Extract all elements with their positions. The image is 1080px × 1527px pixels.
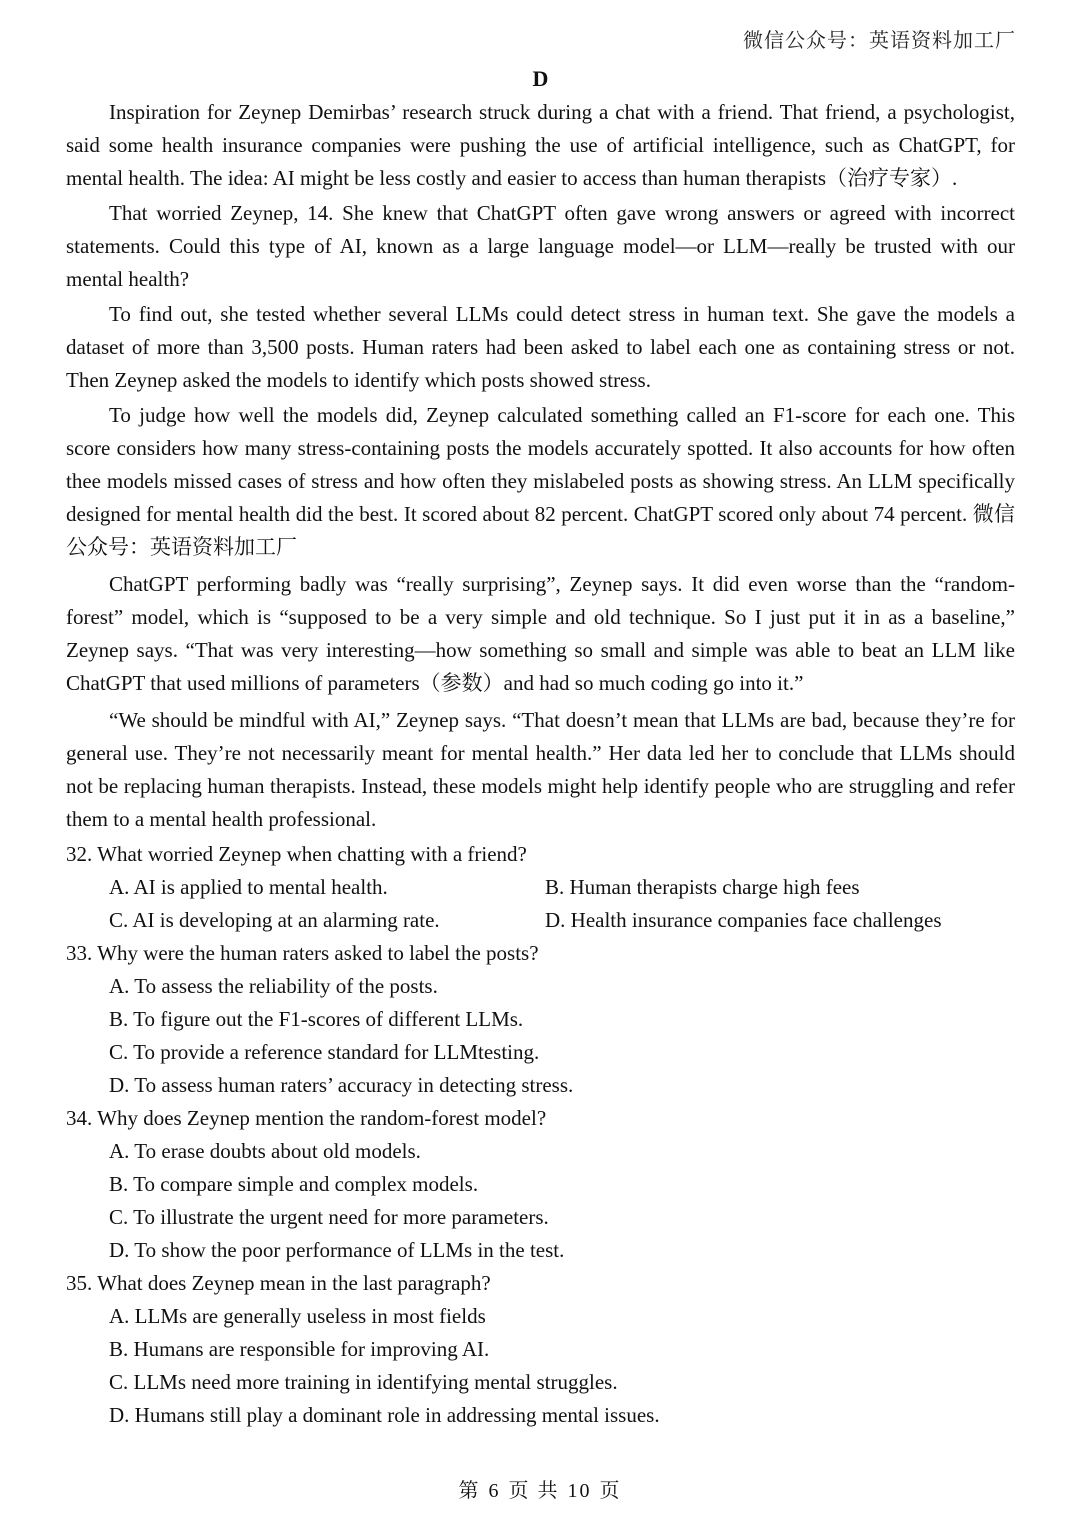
option-b: B. To compare simple and complex models. bbox=[109, 1172, 479, 1196]
option-c: C. To illustrate the urgent need for more parameters. bbox=[109, 1205, 549, 1229]
page-number: 6 bbox=[488, 1480, 501, 1502]
question-34 bbox=[66, 1102, 1015, 1267]
passage-paragraph-5: ChatGPT performing badly was “really surprising”, Zeynep says. It did even worse than the “random-forest” model, which is “supposed to be a very simple and old technique. So I just put it in as a baseline,” Zeynep says. “That was very interesting—how something so small and simple was able to beat an LLM like ChatGPT that used millions of parameters（参数）and had so much coding go into it.” bbox=[66, 572, 1015, 695]
header-watermark: 微信公众号：英语资料加工厂 bbox=[743, 28, 1016, 52]
page-footer bbox=[0, 1474, 1080, 1503]
option-c: C. To provide a reference standard for LLMtesting. bbox=[109, 1040, 540, 1064]
section-title: D bbox=[532, 66, 549, 91]
page-total: 10 bbox=[567, 1480, 592, 1502]
option-a: A. To assess the reliability of the posts. bbox=[109, 974, 438, 998]
question-stem: 32. What worried Zeynep when chatting with a friend? bbox=[66, 842, 527, 866]
option-d: D. Humans still play a dominant role in addressing mental issues. bbox=[109, 1403, 660, 1427]
option-d: D. To show the poor performance of LLMs in the test. bbox=[109, 1238, 565, 1262]
footer-middle: 页 共 bbox=[508, 1480, 560, 1502]
option-d: D. To assess human raters’ accuracy in detecting stress. bbox=[109, 1073, 574, 1097]
option-b: B. Human therapists charge high fees bbox=[545, 875, 860, 899]
passage-paragraph-2: That worried Zeynep, 14. She knew that ChatGPT often gave wrong answers or agreed with incorrect statements. Could this type of AI, known as a large language model—or LLM—really be trusted with our mental health? bbox=[66, 201, 1015, 291]
question-options bbox=[66, 871, 1015, 937]
passage-paragraph-1: Inspiration for Zeynep Demirbas’ research struck during a chat with a friend. That friend, a psychologist, said some health insurance companies were pushing the use of artificial intelligence, such as ChatGPT, for mental health. The idea: AI might be less costly and easier to access than human therapists（治疗专家）. bbox=[66, 100, 1015, 190]
footer-suffix: 页 bbox=[599, 1480, 622, 1502]
passage-paragraph-4: To judge how well the models did, Zeynep calculated something called an F1-score for each one. This score considers how many stress-containing posts the models accurately spotted. It also accounts for how often thee models missed cases of stress and how often they mislabeled posts as showing stress. An LLM specifically designed for mental health did the best. It scored about 82 percent. ChatGPT scored only about 74 percent. 微信公众号：英语资料加工厂 bbox=[66, 403, 1015, 559]
option-b: B. Humans are responsible for improving AI. bbox=[109, 1337, 490, 1361]
option-a: A. To erase doubts about old models. bbox=[109, 1139, 421, 1163]
page-content bbox=[66, 64, 1015, 1432]
question-options bbox=[66, 1135, 1015, 1267]
question-stem: 34. Why does Zeynep mention the random-forest model? bbox=[66, 1106, 547, 1130]
question-stem: 33. Why were the human raters asked to label the posts? bbox=[66, 941, 539, 965]
option-b: B. To figure out the F1-scores of different LLMs. bbox=[109, 1007, 524, 1031]
passage-paragraph-3: To find out, she tested whether several LLMs could detect stress in human text. She gave the models a dataset of more than 3,500 posts. Human raters had been asked to label each one as containing stress or not. Then Zeynep asked the models to identify which posts showed stress. bbox=[66, 302, 1015, 392]
option-c: C. LLMs need more training in identifying mental struggles. bbox=[109, 1370, 618, 1394]
option-d: D. Health insurance companies face challenges bbox=[545, 908, 942, 932]
footer-prefix: 第 bbox=[458, 1480, 481, 1502]
question-32 bbox=[66, 838, 1015, 937]
question-options bbox=[66, 970, 1015, 1102]
option-a: A. AI is applied to mental health. bbox=[109, 875, 388, 899]
question-options bbox=[66, 1300, 1015, 1432]
option-a: A. LLMs are generally useless in most fields bbox=[109, 1304, 486, 1328]
question-35 bbox=[66, 1267, 1015, 1432]
question-stem: 35. What does Zeynep mean in the last paragraph? bbox=[66, 1271, 491, 1295]
option-c: C. AI is developing at an alarming rate. bbox=[109, 908, 440, 932]
question-33 bbox=[66, 937, 1015, 1102]
passage-paragraph-6: “We should be mindful with AI,” Zeynep says. “That doesn’t mean that LLMs are bad, because they’re for general use. They’re not necessarily meant for mental health.” Her data led her to conclude that LLMs should not be replacing human therapists. Instead, these models might help identify people who are struggling and refer them to a mental health professional. bbox=[66, 708, 1015, 831]
